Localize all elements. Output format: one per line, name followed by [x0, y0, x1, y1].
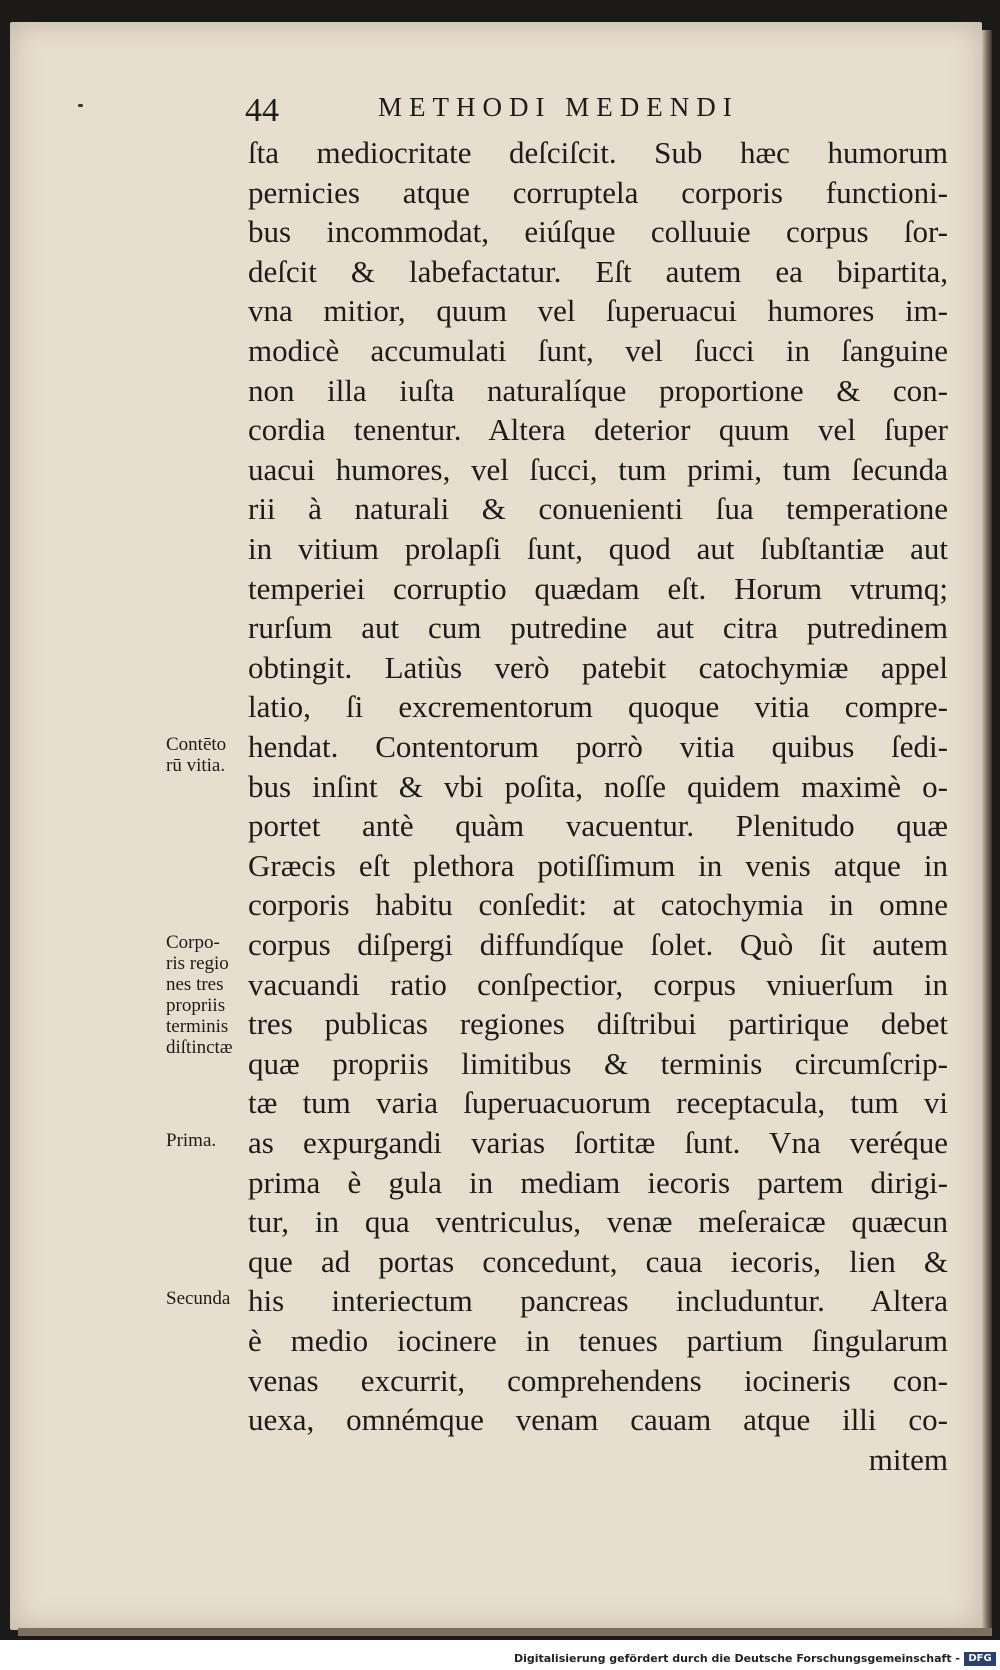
text-line: uexa, omnémque venam cauam atque illi co-: [248, 1402, 948, 1438]
margin-note: Contēto rū vitia.: [166, 734, 227, 776]
text-line: bus incommodat, eiúſque colluuie corpus ſor-: [248, 214, 948, 250]
margin-note: Secunda: [166, 1288, 231, 1310]
text-line: deſcit & labefactatur. Eſt autem ea bipartita,: [248, 253, 948, 289]
margin-note: Prima.: [166, 1130, 217, 1151]
footer-credit: Digitalisierung gefördert durch die Deutsche Forschungsgemeinschaft -: [513, 1652, 960, 1665]
text-line: quæ propriis limitibus & terminis circumſcrip-: [248, 1045, 948, 1081]
text-line: corporis habitu conſedit: at catochymia in omne: [248, 887, 948, 923]
text-line: in vitium prolapſi ſunt, quod aut ſubſtantiæ aut: [248, 531, 948, 566]
text-line: hendat. Contentorum porrò vitia quibus ſedi-: [248, 729, 948, 764]
text-line: venas excurrit, comprehendens iocineris con-: [248, 1362, 948, 1398]
page-edge-bottom: [18, 1628, 992, 1636]
text-line: vna mitior, quum vel ſuperuacui humores im-: [248, 293, 948, 329]
text-line: obtingit. Latiùs verò patebit catochymiæ appel: [248, 649, 948, 685]
text-line: è medio iocinere in tenues partium ſingularum: [248, 1323, 948, 1358]
running-head: METHODI MEDENDI: [378, 92, 739, 122]
text-line: modicè accumulati ſunt, vel ſucci in ſanguine: [248, 333, 948, 368]
text-line: ſta mediocritate deſciſcit. Sub hæc humorum: [248, 135, 948, 170]
text-line: temperiei corruptio quædam eſt. Horum vtrumq;: [248, 570, 948, 606]
text-line: rii à naturali & conuenienti ſua temperatione: [248, 491, 948, 527]
text-line: Græcis eſt plethora potiſſimum in venis atque in: [248, 847, 948, 883]
dfg-logo: DFG: [964, 1652, 996, 1666]
text-line: corpus diſpergi diffundíque ſolet. Quò ſit autem: [248, 927, 948, 962]
text-line: tres publicas regiones diſtribui partirique debet: [248, 1006, 948, 1042]
text-line: cordia tenentur. Altera deterior quum vel ſuper: [248, 412, 948, 448]
text-line: bus inſint & vbi poſita, noſſe quidem maximè o-: [248, 768, 948, 804]
text-line: mitem: [868, 1441, 948, 1477]
page-edge-right: [982, 30, 992, 1630]
text-line: his interiectum pancreas includuntur. Altera: [248, 1283, 948, 1319]
text-line: as expurgandi varias ſortitæ ſunt. Vna veréque: [248, 1125, 948, 1160]
text-line: prima è gula in mediam iecoris partem dirigi-: [248, 1164, 948, 1200]
text-line: portet antè quàm vacuentur. Plenitudo quæ: [248, 808, 948, 844]
text-line: latio, ſi excrementorum quoque vitia compre-: [248, 689, 948, 725]
text-line: rurſum aut cum putredine aut citra putredinem: [248, 610, 948, 646]
page-number: 44: [245, 92, 279, 129]
text-line: tur, in qua ventriculus, venæ meſeraicæ quæcun: [248, 1204, 948, 1240]
text-line: non illa iuſta naturalíque proportione & con-: [248, 372, 948, 408]
text-line: tæ tum varia ſuperuacuorum receptacula, tum vi: [248, 1085, 948, 1121]
text-line: uacui humores, vel ſucci, tum primi, tum ſecunda: [248, 451, 948, 487]
footer-bar: [0, 1650, 1000, 1670]
margin-note: Corpo- ris regio nes tres propriis terminis diſtinctæ: [166, 932, 233, 1058]
text-line: vacuandi ratio conſpectior, corpus vniuerſum in: [248, 966, 948, 1002]
text-line: pernicies atque corruptela corporis functioni-: [248, 174, 948, 210]
ink-speck: [78, 104, 83, 107]
text-line: que ad portas concedunt, caua iecoris, lien &: [248, 1243, 948, 1279]
